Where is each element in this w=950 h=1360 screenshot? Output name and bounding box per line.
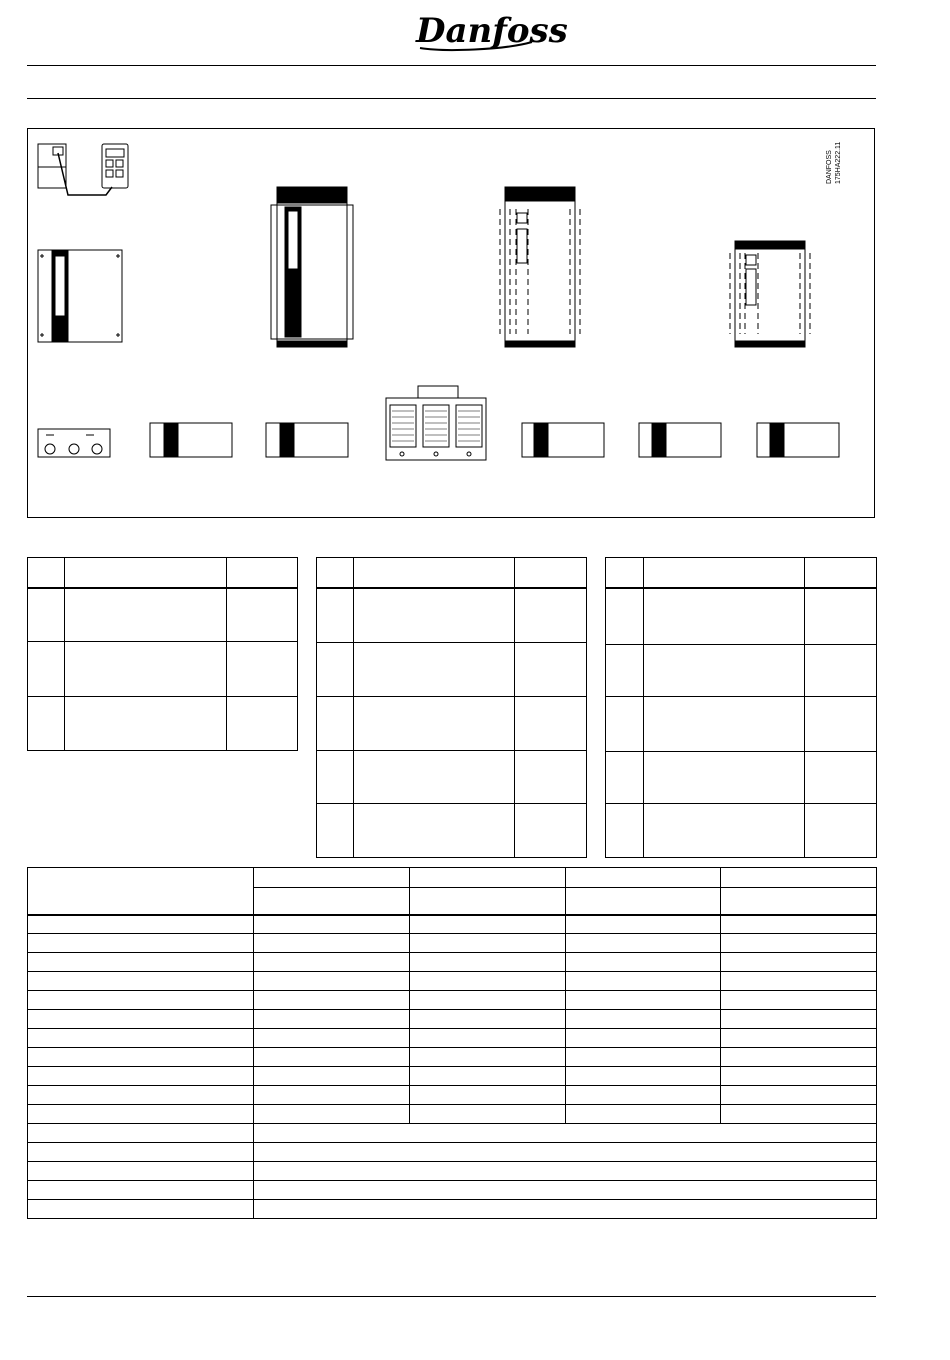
- table-row-merged: [28, 1200, 877, 1219]
- table-row: [28, 1105, 877, 1124]
- options-table-3: [605, 557, 877, 858]
- table-row: [28, 642, 298, 697]
- specification-table: [27, 867, 877, 1219]
- header-rule-bottom: [27, 98, 876, 99]
- table-row: [28, 953, 877, 972]
- svg-text:Danfoss: Danfoss: [416, 11, 568, 51]
- drive-unit-dashed-tall-drawing: [500, 187, 580, 347]
- table-row-merged: [28, 1181, 877, 1200]
- drive-unit-tall-drawing: [271, 187, 353, 347]
- table-row: [28, 915, 877, 934]
- footer-rule: [27, 1296, 876, 1297]
- table-row: [317, 751, 587, 804]
- control-panel-drawing: [38, 144, 128, 195]
- table-row: [28, 1086, 877, 1105]
- table-row: [28, 1048, 877, 1067]
- table-row-merged: [28, 1143, 877, 1162]
- table-header-row: [317, 558, 587, 588]
- drawing-code-line-1: DANFOSS: [826, 150, 833, 184]
- table-header-row: [28, 558, 298, 588]
- options-table-2: [316, 557, 587, 858]
- table-row: [28, 697, 298, 751]
- table-row-merged: [28, 1162, 877, 1181]
- table-row: [28, 1067, 877, 1086]
- table-row: [28, 972, 877, 991]
- table-row: [317, 697, 587, 751]
- product-line-drawing: [28, 129, 876, 519]
- table-row: [28, 588, 298, 642]
- top-view-drawings: [38, 386, 839, 460]
- table-row: [606, 752, 877, 804]
- header-rule-top: [27, 65, 876, 66]
- drive-unit-small-drawing: [38, 250, 122, 342]
- options-table-1: [27, 557, 298, 751]
- table-header-row: [606, 558, 877, 588]
- table-row: [317, 643, 587, 697]
- drive-unit-dashed-short-drawing: [730, 241, 810, 347]
- table-row: [28, 934, 877, 953]
- table-row: [606, 697, 877, 752]
- table-row: [606, 645, 877, 697]
- table-row: [28, 1029, 877, 1048]
- table-row: [28, 1010, 877, 1029]
- drawing-code-line-2: 175HA222.11: [835, 141, 842, 184]
- table-row: [317, 588, 587, 643]
- danfoss-logo: [414, 8, 568, 59]
- product-drawing-figure: [27, 128, 875, 518]
- table-row: [317, 804, 587, 858]
- table-row: [606, 804, 877, 858]
- table-header-row: [28, 868, 877, 888]
- table-row: [606, 588, 877, 645]
- table-row: [28, 991, 877, 1010]
- table-row-merged: [28, 1124, 877, 1143]
